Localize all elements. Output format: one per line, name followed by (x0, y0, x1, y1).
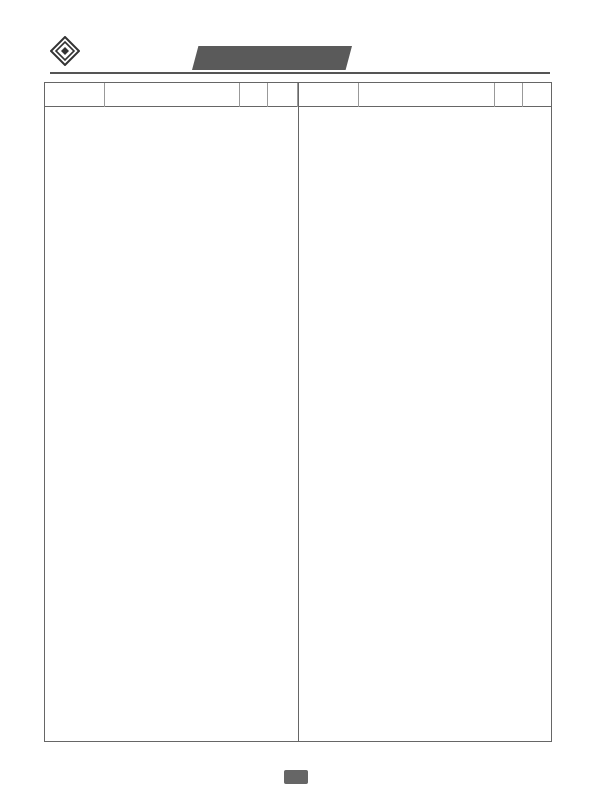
header-thickness-right (495, 83, 523, 107)
header-figure (105, 83, 240, 107)
header-thickness (240, 83, 268, 107)
header-weight (268, 83, 298, 107)
header-rule (50, 72, 550, 74)
slogan-banner (192, 46, 352, 70)
header-figure-right (359, 83, 495, 107)
page-header (0, 0, 600, 80)
header-weight-right (523, 83, 553, 107)
table-center-divider (298, 83, 299, 741)
page-number (284, 770, 308, 784)
header-code-right (299, 83, 359, 107)
profile-table (44, 82, 552, 742)
yurun-logo-icon (50, 36, 80, 66)
header-code (45, 83, 105, 107)
